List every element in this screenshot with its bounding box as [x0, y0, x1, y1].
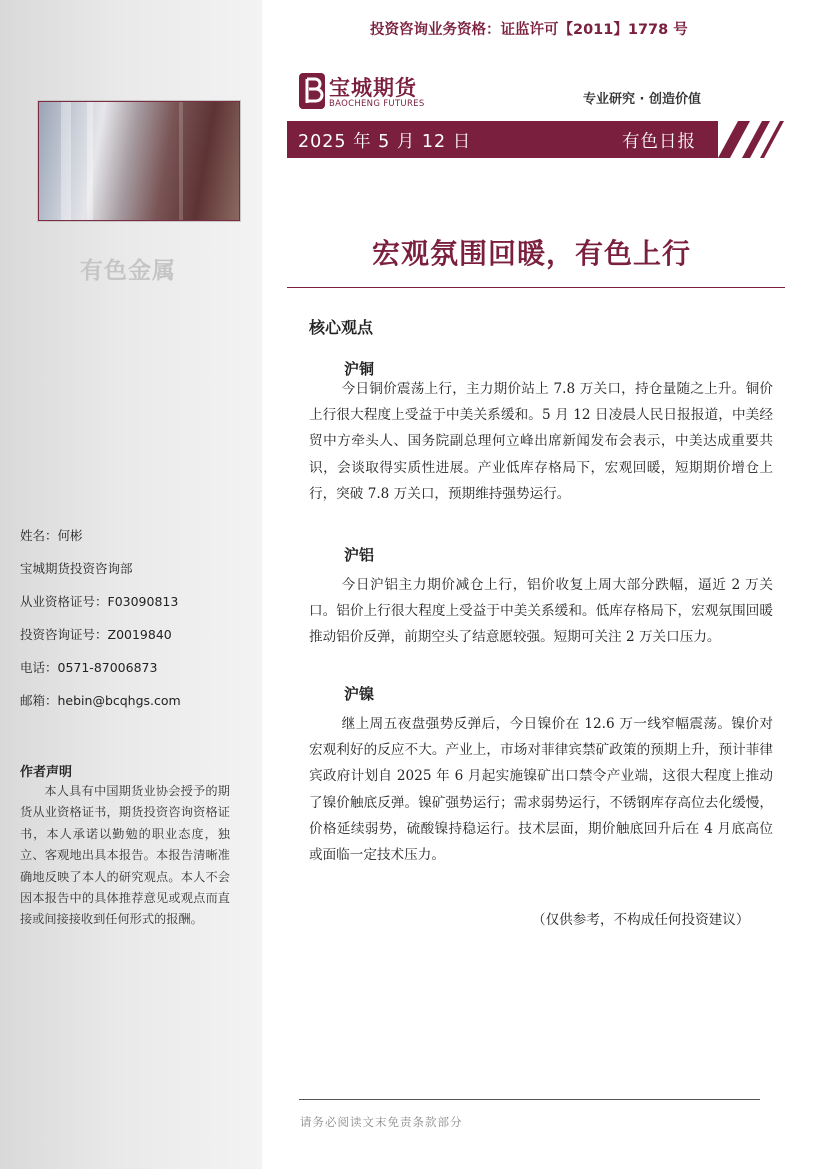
author-cert: 从业资格证号：F03090813 — [20, 594, 179, 609]
footer-divider — [299, 1099, 760, 1100]
section-heading-nickel: 沪镍 — [344, 685, 375, 703]
section-text-aluminum: 今日沪铝主力期价减仓上行，铝价收复上周大部分跌幅，逼近 2 万关口。铝价上行很大程度上受益于中美关系缓和。低库存格局下，宏观氛围回暖推动铝价反弹，前期空头了结意愿较强。短期可关注 2 万关口压力。 — [309, 577, 773, 646]
author-email: 邮箱：hebin@bcqhgs.com — [20, 693, 181, 708]
core-heading: 核心观点 — [309, 318, 374, 337]
sector-label: 有色金属 — [80, 258, 176, 284]
author-advisory-cert: 投资咨询证号：Z0019840 — [20, 627, 172, 642]
author-info — [20, 528, 250, 726]
slogan: 专业研究 · 创造价值 — [583, 92, 701, 107]
report-type: 有色日报 — [622, 132, 696, 152]
footer-note: 请务必阅读文末免责条款部分 — [300, 1115, 463, 1129]
license-line: 投资咨询业务资格：证监许可【2011】1778 号 — [370, 22, 688, 38]
report-title: 宏观氛围回暖，有色上行 — [372, 237, 692, 270]
report-date: 2025 年 5 月 12 日 — [298, 132, 472, 152]
banner-slash-decoration — [712, 121, 784, 158]
sidebar — [0, 0, 262, 1169]
section-text-copper: 今日铜价震荡上行，主力期价站上 7.8 万关口，持仓量随之上升。铜价上行很大程度上受益于中美关系缓和。5 月 12 日凌晨人民日报报道，中美经贸中方牵头人、国务院副总理何立峰出席新闻发布会表示，中美达成重要共识，会谈取得实质性进展。产业低库存格局下，宏观回暖，短期期价增仓上行，突破 7.8 万关口，预期维持强势运行。 — [309, 381, 773, 502]
cover-image — [38, 101, 240, 221]
disclaimer: （仅供参考，不构成任何投资建议） — [532, 912, 750, 928]
section-text-nickel: 继上周五夜盘强势反弹后，今日镍价在 12.6 万一线窄幅震荡。镍价对宏观利好的反应不大。产业上，市场对菲律宾禁矿政策的预期上升，预计菲律宾政府计划自 2025 年 6 月起实施镍矿出口禁令产业端，这很大程度上推动了镍价触底反弹。镍矿强势运行；需求弱势运行，不锈钢库存高位去化缓慢，价格延续弱势，硫酸镍持稳运行。技术层面，期价触底回升后在 4 月底高位或面临一定技术压力。 — [309, 716, 773, 864]
author-dept: 宝城期货投资咨询部 — [20, 561, 133, 576]
company-logo — [298, 72, 438, 112]
author-phone: 电话：0571-87006873 — [20, 660, 158, 675]
declaration-title: 作者声明 — [20, 765, 73, 780]
logo-english-name: BAOCHENG FUTURES — [329, 99, 425, 109]
declaration-body: 本人具有中国期货业协会授予的期货从业资格证书，期货投资咨询资格证书，本人承诺以勤勉的职业态度，独立、客观地出具本报告。本报告清晰准确地反映了本人的研究观点。本人不会因本报告中的具体推荐意见或观点而直接或间接接收到任何形式的报酬。 — [20, 784, 230, 927]
section-heading-aluminum: 沪铝 — [344, 546, 375, 564]
logo-mark-icon — [298, 72, 326, 110]
author-name: 姓名：何彬 — [20, 528, 83, 543]
title-divider — [287, 287, 785, 288]
section-heading-copper: 沪铜 — [344, 360, 375, 378]
logo-chinese-name: 宝城期货 — [329, 76, 417, 100]
